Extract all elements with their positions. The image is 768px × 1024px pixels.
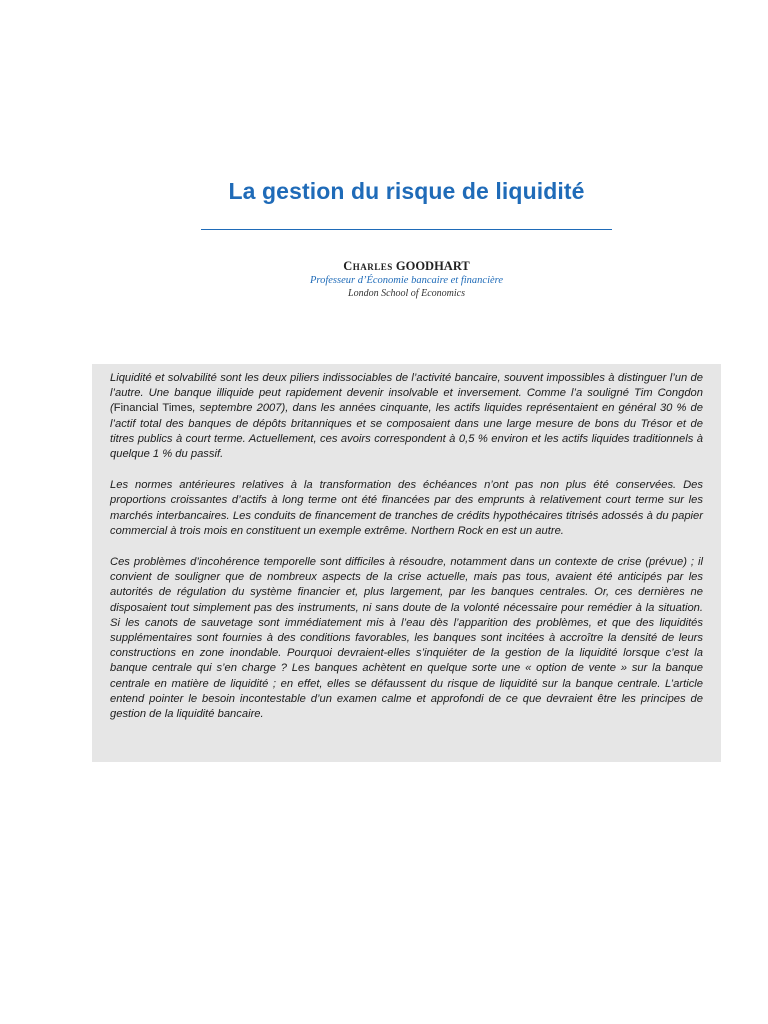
author-role: Professeur d’Économie bancaire et financière <box>309 275 504 286</box>
abstract-paragraph-3: Ces problèmes d’incohérence temporelle sont difficiles à résoudre, notamment dans un contexte de crise (prévue) ; il convient de souligner que de nombreux aspects de la crise actuelle, mais pas tous, avaient été anticipés par les autorités de régulation du système financier et, plus largement, par les banques centrales. Or, ces dernières ne disposaient tout simplement pas des instruments, ni sans doute de la volonté nécessaire pour remédier à la situation. Si les canots de sauvetage sont immédiatement mis à l’eau dès l’apparition des problèmes, et que des liquidités supplémentaires sont fournies à des conditions favorables, les banques sont incitées à accroître la densité de leurs constructions en zone inondable. Pourquoi devraient-elles s’inquiéter de la gestion de la liquidité lorsque c’est la banque centrale qui s’en charge ? Les banques achètent en quelque sorte une « option de vente » sur la banque centrale en matière de liquidité ; en effet, elles se défaussent du risque de liquidité sur la banque centrale. L’article entend pointer le besoin incontestable d’un examen calme et approfondi de ce que devraient être les principes de gestion de la liquidité bancaire. <box>110 556 703 721</box>
author-last-name: GOODHART <box>395 259 470 273</box>
article-title: La gestion du risque de liquidité <box>228 178 585 204</box>
author-affiliation: London School of Economics <box>348 288 465 299</box>
author-name <box>0 259 768 274</box>
author-block <box>0 259 768 300</box>
title-divider <box>201 229 612 230</box>
abstract-paragraph-1 <box>110 371 703 462</box>
abstract-citation-source: Financial Times <box>113 402 193 415</box>
abstract-paragraph-1-start: Liquidité et solvabilité sont les deux piliers indissociables de l’activité bancaire, souvent impossibles à distinguer l’un de l’autre. Une banque illiquide peut rapidement devenir insolvable et inversement. Comme l’a souligné Tim Congdon ( <box>110 372 703 415</box>
author-first-name: Charles <box>343 259 393 273</box>
abstract-paragraph-1-end: , septembre 2007), dans les années cinquante, les actifs liquides représentaient en général 30 % de l’actif total des banques de dépôts britanniques et se composaient dans une large mesure de bons du Trésor et de titres publics à court terme. Actuellement, ces avoirs correspondent à 0,5 % environ et les actifs liquides traditionnels à quelque 1 % du passif. <box>110 402 703 461</box>
abstract-box <box>92 364 721 762</box>
abstract-paragraph-2: Les normes antérieures relatives à la transformation des échéances n’ont pas non plus été conservées. Des proportions croissantes d’actifs à long terme ont été financées par des emprunts à relativement court terme sur les marchés interbancaires. Les conduits de financement de tranches de crédits hypothécaires titrisés adossés à du papier commercial à trois mois en constituent un exemple extrême. Northern Rock en est un autre. <box>110 479 703 537</box>
